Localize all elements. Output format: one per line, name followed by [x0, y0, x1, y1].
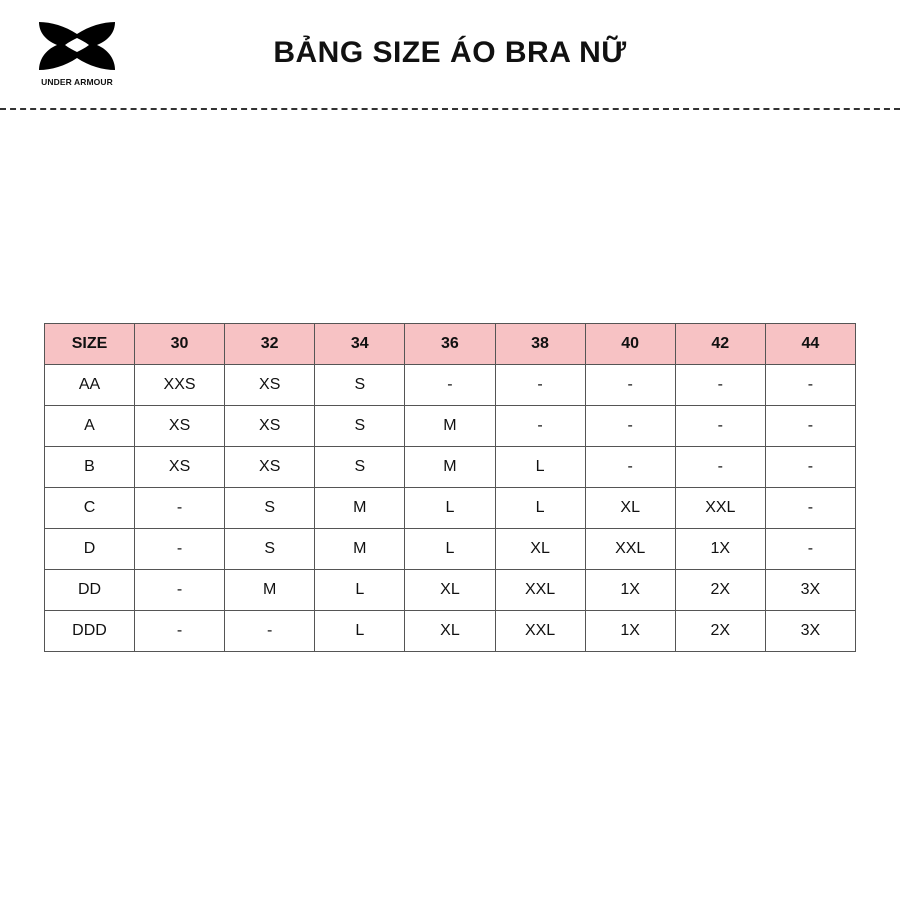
size-cell: XS	[135, 447, 225, 488]
size-cell: L	[315, 611, 405, 652]
size-cell: -	[585, 365, 675, 406]
size-cell: M	[315, 488, 405, 529]
page-title: BẢNG SIZE ÁO BRA NỮ	[273, 36, 627, 69]
header-band-size: 34	[315, 324, 405, 365]
size-cell: XL	[405, 611, 495, 652]
header-band-size: 44	[765, 324, 855, 365]
cup-size-cell: B	[45, 447, 135, 488]
size-cell: XXL	[585, 529, 675, 570]
size-cell: -	[675, 447, 765, 488]
header-band-size: 36	[405, 324, 495, 365]
size-cell: S	[225, 488, 315, 529]
header-band-size: 42	[675, 324, 765, 365]
size-cell: L	[315, 570, 405, 611]
size-chart-table	[44, 323, 856, 652]
size-cell: -	[585, 406, 675, 447]
header	[0, 0, 900, 108]
table-row	[45, 529, 856, 570]
size-cell: XL	[495, 529, 585, 570]
dashed-divider	[0, 108, 900, 110]
size-cell: 1X	[675, 529, 765, 570]
size-cell: -	[405, 365, 495, 406]
size-cell: -	[495, 365, 585, 406]
brand-logo	[27, 18, 127, 90]
size-cell: -	[225, 611, 315, 652]
size-cell: S	[315, 406, 405, 447]
size-cell: L	[405, 529, 495, 570]
cup-size-cell: D	[45, 529, 135, 570]
size-cell: -	[765, 365, 855, 406]
size-cell: M	[405, 406, 495, 447]
table-body	[45, 365, 856, 652]
table-header-row	[45, 324, 856, 365]
size-cell: 1X	[585, 611, 675, 652]
table-row	[45, 611, 856, 652]
size-cell: L	[405, 488, 495, 529]
size-cell: -	[765, 488, 855, 529]
size-cell: M	[225, 570, 315, 611]
cup-size-cell: DD	[45, 570, 135, 611]
size-cell: M	[405, 447, 495, 488]
size-cell: M	[315, 529, 405, 570]
size-cell: 3X	[765, 611, 855, 652]
size-cell: XL	[585, 488, 675, 529]
size-cell: XXS	[135, 365, 225, 406]
size-cell: -	[135, 488, 225, 529]
size-cell: XL	[405, 570, 495, 611]
size-cell: XS	[135, 406, 225, 447]
size-cell: S	[315, 365, 405, 406]
cup-size-cell: AA	[45, 365, 135, 406]
header-band-size: 30	[135, 324, 225, 365]
size-cell: -	[135, 611, 225, 652]
header-band-size: 32	[225, 324, 315, 365]
size-cell: XS	[225, 447, 315, 488]
size-cell: -	[675, 365, 765, 406]
table-row	[45, 570, 856, 611]
size-cell: XS	[225, 406, 315, 447]
size-cell: XS	[225, 365, 315, 406]
size-cell: -	[765, 529, 855, 570]
size-cell: 1X	[585, 570, 675, 611]
size-cell: 3X	[765, 570, 855, 611]
size-cell: -	[135, 529, 225, 570]
table-row	[45, 488, 856, 529]
cup-size-cell: DDD	[45, 611, 135, 652]
cup-size-cell: A	[45, 406, 135, 447]
size-cell: -	[135, 570, 225, 611]
header-band-size: 40	[585, 324, 675, 365]
size-cell: -	[495, 406, 585, 447]
size-cell: XXL	[495, 611, 585, 652]
size-cell: -	[675, 406, 765, 447]
size-cell: -	[765, 406, 855, 447]
size-cell: 2X	[675, 611, 765, 652]
cup-size-cell: C	[45, 488, 135, 529]
table-row	[45, 447, 856, 488]
size-cell: -	[765, 447, 855, 488]
table-row	[45, 406, 856, 447]
under-armour-logo-icon	[35, 18, 119, 74]
table-row	[45, 365, 856, 406]
brand-name: UNDER ARMOUR	[41, 77, 113, 87]
size-cell: XXL	[495, 570, 585, 611]
header-band-size: 38	[495, 324, 585, 365]
size-cell: L	[495, 447, 585, 488]
header-size-label: SIZE	[45, 324, 135, 365]
size-cell: L	[495, 488, 585, 529]
size-cell: -	[585, 447, 675, 488]
size-cell: S	[225, 529, 315, 570]
size-cell: 2X	[675, 570, 765, 611]
size-cell: S	[315, 447, 405, 488]
size-cell: XXL	[675, 488, 765, 529]
